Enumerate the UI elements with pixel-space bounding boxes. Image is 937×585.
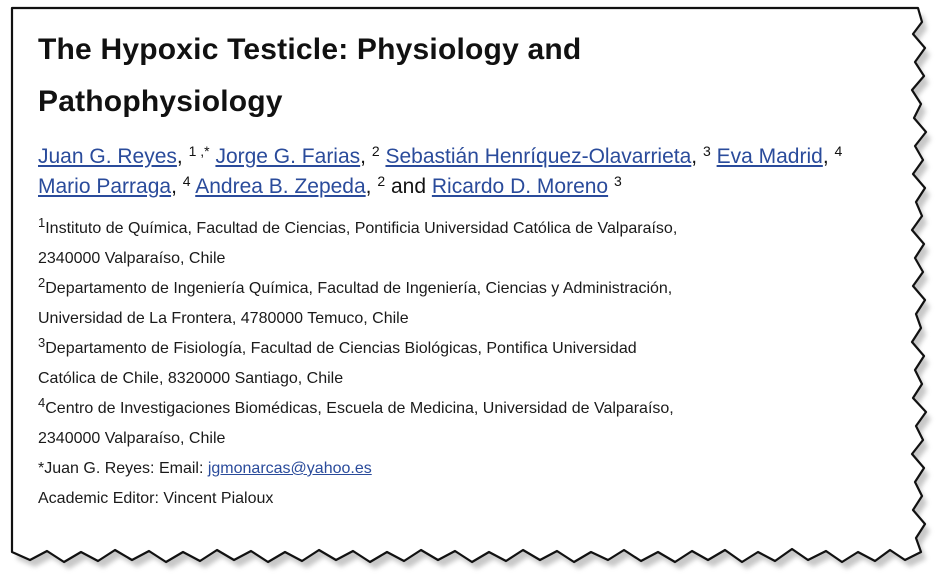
author-affil-marker: 1 ,*	[188, 143, 210, 159]
affiliation-number: 3	[38, 335, 46, 350]
affiliation-text: Instituto de Química, Facultad de Ciencias, Pontificia Universidad Católica de Valparaíso,	[45, 220, 678, 237]
affiliation	[38, 214, 888, 274]
author-affil-marker: 4	[834, 143, 843, 159]
author-list: Juan G. Reyes, $^{1 ,*}$ Jorge G. Farias, $^2$ Sebastián Henríquez-Olavarrieta, $^3$ Eva Madrid, $^4$ Mario Parraga, $^4$ Andrea B. Zepeda, $^2$ and Ricardo D. Moreno $^3$	[38, 143, 843, 198]
and-word: and	[390, 175, 427, 198]
affiliation-list	[38, 214, 888, 514]
affiliation	[38, 334, 888, 394]
affiliation-text: Departamento de Fisiología, Facultad de Ciencias Biológicas, Pontifica Universidad	[45, 340, 637, 357]
affiliation-number: 2	[38, 275, 46, 290]
paper-title: The Hypoxic Testicle: Physiology and Pathophysiology	[38, 33, 582, 118]
author-link[interactable]: Eva Madrid	[716, 145, 823, 168]
affiliation-text-cont: 2340000 Valparaíso, Chile	[38, 430, 226, 447]
affiliation	[38, 394, 888, 454]
email-link[interactable]: jgmonarcas@yahoo.es	[207, 460, 372, 477]
author-link[interactable]: Mario Parraga	[38, 175, 172, 198]
author-link[interactable]: Jorge G. Farias	[215, 145, 361, 168]
author-affil-marker: 3	[613, 173, 622, 189]
paper-header	[38, 24, 888, 514]
author-affil-marker: 4	[182, 173, 191, 189]
author-affil-marker: 3	[702, 143, 711, 159]
affiliation-text: Departamento de Ingeniería Química, Facultad de Ingeniería, Ciencias y Administración,	[45, 280, 673, 297]
affiliation-text: Centro de Investigaciones Biomédicas, Escuela de Medicina, Universidad de Valparaíso,	[45, 400, 674, 417]
corresponding-author	[38, 454, 888, 484]
affiliation-text-cont: Universidad de La Frontera, 4780000 Temuco, Chile	[38, 310, 409, 327]
affiliation-number: 4	[38, 395, 46, 410]
author-link[interactable]: Andrea B. Zepeda	[195, 175, 366, 198]
author-affil-marker: 2	[377, 173, 386, 189]
author-link[interactable]: Juan G. Reyes	[38, 145, 177, 168]
author-link[interactable]: Ricardo D. Moreno	[431, 175, 609, 198]
affiliation-text-cont: Católica de Chile, 8320000 Santiago, Chile	[38, 370, 344, 387]
author-link[interactable]: Sebastián Henríquez-Olavarrieta	[385, 145, 692, 168]
affiliation	[38, 274, 888, 334]
author-affil-marker: 2	[371, 143, 380, 159]
academic-editor: Academic Editor: Vincent Pialoux	[38, 490, 274, 507]
affiliation-number: 1	[38, 215, 46, 230]
affiliation-text-cont: 2340000 Valparaíso, Chile	[38, 250, 226, 267]
corresponding-prefix: *Juan G. Reyes: Email:	[38, 460, 208, 477]
